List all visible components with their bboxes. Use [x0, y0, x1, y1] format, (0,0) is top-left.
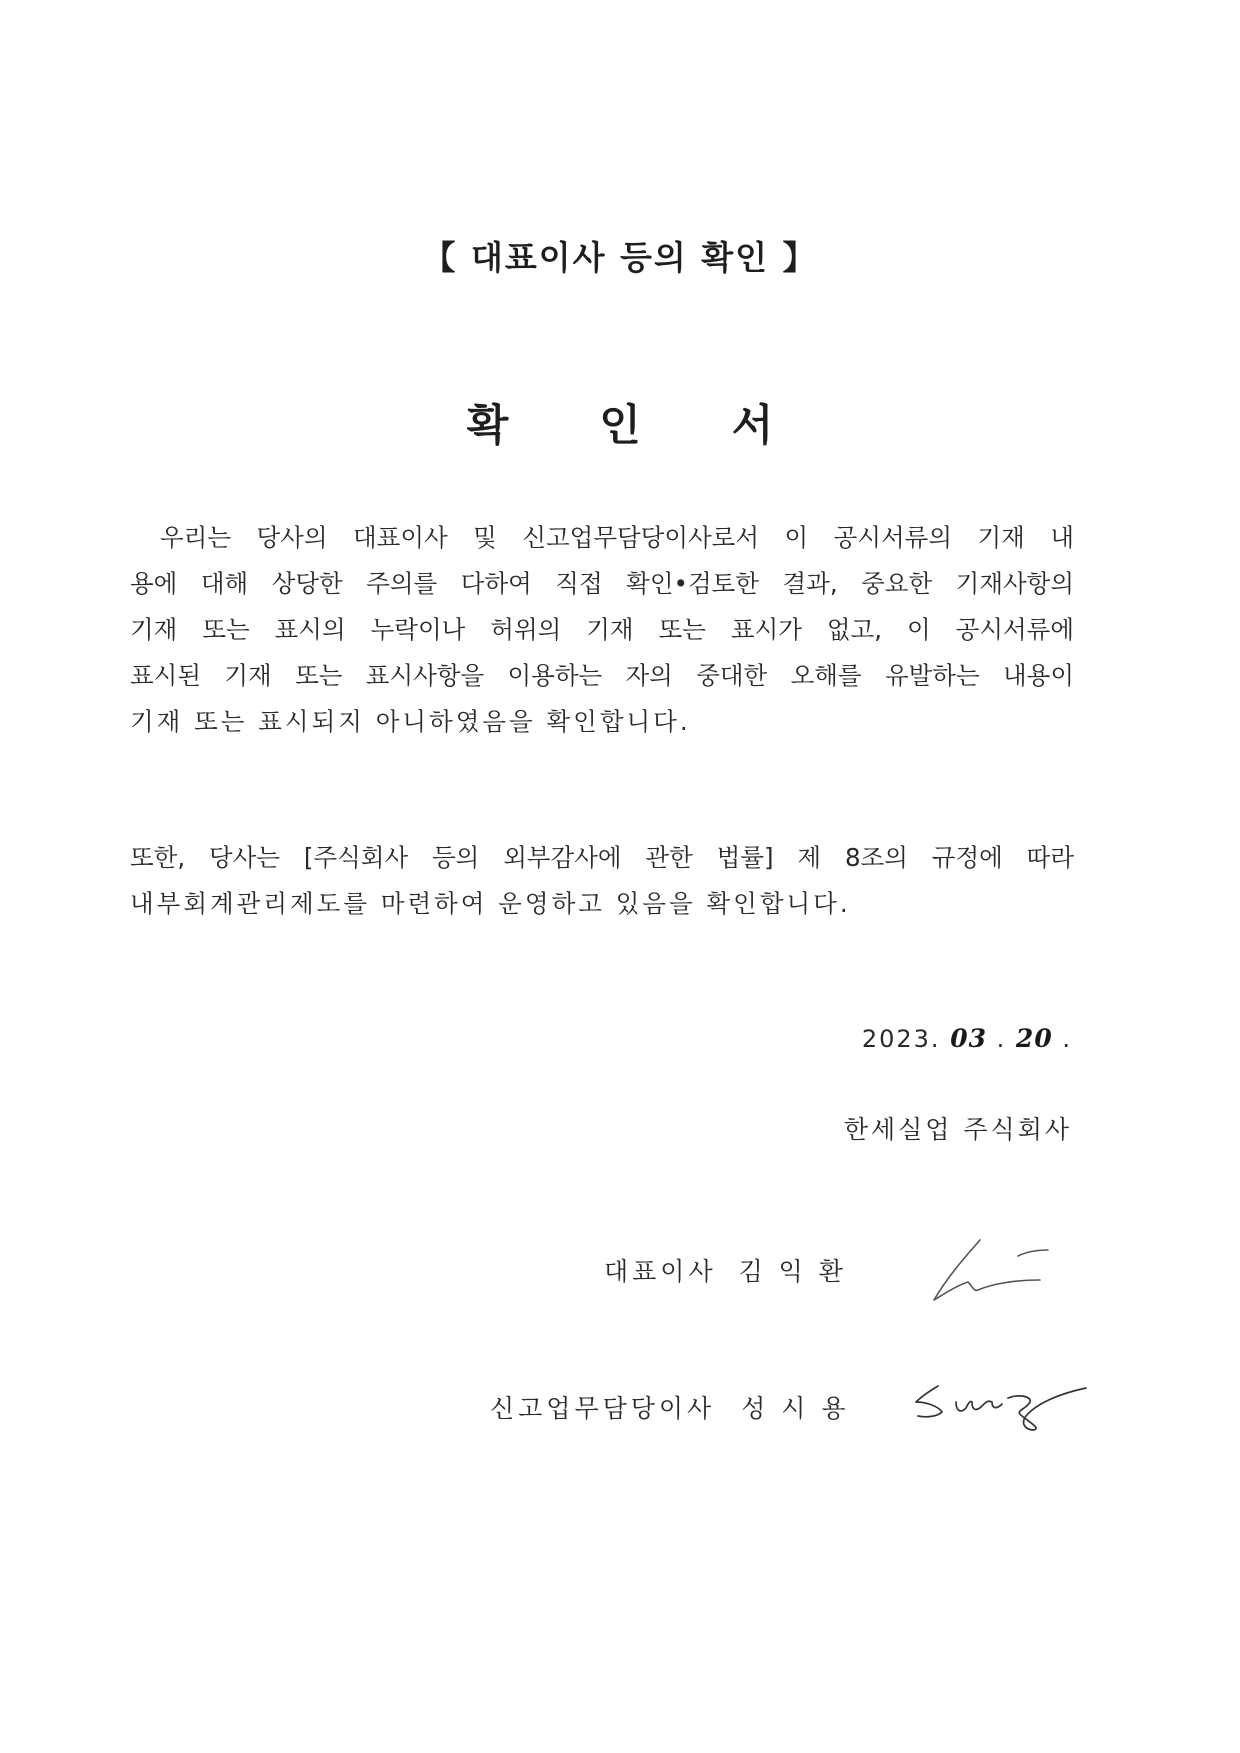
date-separator: .	[996, 1025, 1007, 1053]
paragraph-line: 표시된 기재 또는 표시사항을 이용하는 자의 중대한 오해를 유발하는 내용이	[130, 661, 1074, 690]
document-title: 확 인 서	[466, 401, 812, 451]
ceo-title: 대표이사	[604, 1257, 717, 1286]
officer-signature-line	[490, 1389, 864, 1425]
ceo-name: 김 익 환	[738, 1257, 847, 1286]
paragraph-line: 우리는 당사의 대표이사 및 신고업무담당이사로서 이 공시서류의 기재 내	[160, 523, 1074, 552]
date-year: 2023.	[861, 1025, 941, 1053]
officer-title: 신고업무담당이사	[490, 1394, 716, 1423]
date-month: 03	[950, 1024, 987, 1053]
date-end: .	[1062, 1025, 1072, 1053]
document-header: 【 대표이사 등의 확인 】	[422, 238, 818, 277]
paragraph-line: 기재 또는 표시의 누락이나 허위의 기재 또는 표시가 없고, 이 공시서류에	[130, 615, 1074, 644]
ceo-signature-line	[604, 1252, 857, 1288]
date-day: 20	[1015, 1024, 1053, 1053]
company-name: 한세실업 주식회사	[843, 1115, 1072, 1144]
officer-signature	[912, 1372, 1092, 1432]
document-date	[862, 1024, 1072, 1053]
paragraph-line: 내부회계관리제도를 마련하여 운영하고 있음을 확인합니다.	[130, 889, 851, 918]
paragraph-line: 기재 또는 표시되지 아니하였음을 확인합니다.	[130, 707, 691, 736]
ceo-signature	[922, 1228, 1062, 1308]
confirmation-paragraph	[130, 515, 1074, 745]
officer-name: 성 시 용	[741, 1394, 850, 1423]
internal-control-paragraph	[130, 835, 1074, 927]
paragraph-line: 또한, 당사는 [주식회사 등의 외부감사에 관한 법률] 제 8조의 규정에 따라	[130, 843, 1074, 872]
paragraph-line: 용에 대해 상당한 주의를 다하여 직접 확인•검토한 결과, 중요한 기재사항의	[130, 569, 1074, 598]
